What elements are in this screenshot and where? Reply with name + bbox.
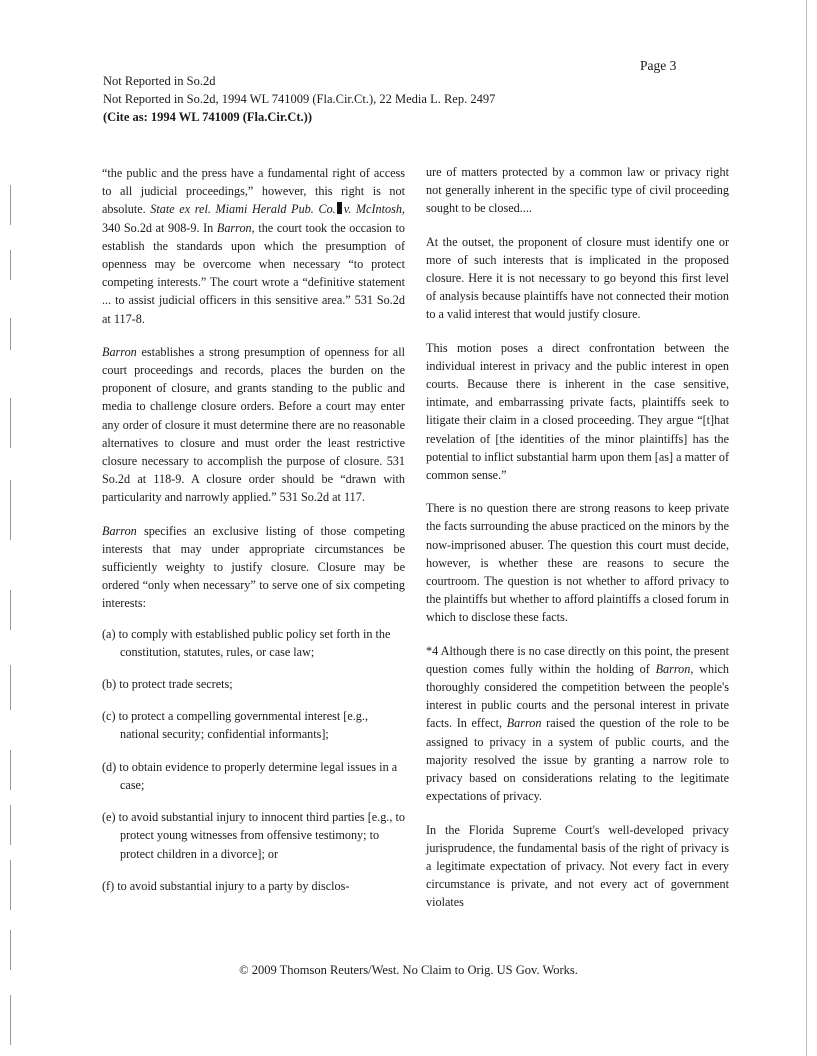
right-column xyxy=(426,163,729,912)
scan-mark xyxy=(10,185,11,225)
page-edge-line xyxy=(806,0,807,1056)
paragraph: In the Florida Supreme Court's well-developed privacy jurisprudence, the fundamental basis of the right of privacy is a legitimate expectation of privacy. Not every fact in every circumstance is private, and not every act of government violates xyxy=(426,822,729,910)
list-item: (a) to comply with established public policy set forth in the constitution, statutes, rules, or case law; xyxy=(102,626,391,659)
redaction-mark xyxy=(337,202,342,214)
paragraph: ure of matters protected by a common law or privacy right not generally inherent in the specific type of civil proceeding sought to be closed.... xyxy=(426,165,729,216)
citation-line: Not Reported in So.2d, 1994 WL 741009 (Fla.Cir.Ct.), 22 Media L. Rep. 2497 xyxy=(103,92,496,106)
scan-mark xyxy=(10,860,11,910)
citation-header xyxy=(103,72,495,126)
paragraph: *4 Although there is no case directly on this point, the present question comes fully within the holding of Barron, which thoroughly considered the competition between the people's interest in public courts and the personal interest in private facts. In effect, Barron raised the question of the role to be assigned to privacy in a system of public courts, and the majority resolved the issue by granting a narrow role to privacy based on considerations relating to the legitimate expectations of privacy. xyxy=(426,643,729,804)
list-item: (f) to avoid substantial injury to a party by disclos- xyxy=(102,878,350,893)
case-citation: State ex rel. Miami Herald Pub. Co. xyxy=(150,202,336,217)
paragraph: At the outset, the proponent of closure must identify one or more of such interests that is implicated in the proposed closure. Here it is not necessary to go beyond this first level of analysis because plaintiffs have not connected their motion to a valid interest that would justify closure. xyxy=(426,234,729,322)
list-item: (d) to obtain evidence to properly determine legal issues in a case; xyxy=(102,759,398,792)
scan-mark xyxy=(10,480,11,540)
paragraph: Barron establishes a strong presumption of openness for all court proceedings and records, places the burden on the proponent of closure, and grants standing to the public and media to challenge closure orders. Before a court may enter any order of closure it must determine there are no reasonable alternatives to closure and must order the least restrictive closure necessary to accomplish the purpose of closure. 531 So.2d at 118-9. A closure order should be “drawn with particularity and narrowly applied.” 531 So.2d at 117. xyxy=(102,344,405,505)
case-name: Barron xyxy=(506,716,542,731)
scan-mark xyxy=(10,398,11,448)
scan-mark xyxy=(10,665,11,710)
list-item: (e) to avoid substantial injury to innocent third parties [e.g., to protect young witnesses from offensive testimony; to protect children in a divorce]; or xyxy=(102,810,405,861)
reporter-line: Not Reported in So.2d xyxy=(103,74,216,88)
cite-as-line: (Cite as: 1994 WL 741009 (Fla.Cir.Ct.)) xyxy=(103,110,313,124)
paragraph: This motion poses a direct confrontation between the individual interest in privacy and the public interest in open courts. Because there is inherent in the case sensitive, intimate, and embarrassing private facts, plaintiffs seek to litigate their claim in a closed proceeding. They argue “[t]hat revelation of [the identities of the minor plaintiffs] has the potential to inflict substantial harm upon them [as] a matter of common sense.” xyxy=(426,340,729,483)
scan-mark xyxy=(10,318,11,350)
copyright-footer: © 2009 Thomson Reuters/West. No Claim to Orig. US Gov. Works. xyxy=(239,963,578,977)
paragraph: Barron specifies an exclusive listing of those competing interests that may under appropriate circumstances be sufficiently weighty to justify closure. Closure may be ordered “only when necessary” to serve one of six competing interests: xyxy=(102,523,405,611)
scan-mark xyxy=(10,750,11,790)
list-item: (c) to protect a compelling governmental interest [e.g., national security; confidential informants]; xyxy=(102,709,368,742)
scan-mark xyxy=(10,590,11,630)
scan-mark xyxy=(10,805,11,845)
case-name: Barron, xyxy=(655,661,694,676)
scan-mark xyxy=(10,995,11,1045)
case-citation: v. McIntosh, xyxy=(343,202,405,217)
case-name: Barron xyxy=(102,344,137,359)
paragraph: “the public and the press have a fundamental right of access to all judicial proceedings,” however, this right is not absolute. State ex rel. Miami Herald Pub. Co. v. McIntosh, 340 So.2d at 908-9. In Barron, the court took the occasion to establish the standards upon which the presumption of openness may be overcome when necessary “to protect competing interests.” The court wrote a “definitive statement ... to assist judicial officers in this sensitive area.” 531 So.2d at 117-8. xyxy=(102,166,405,326)
case-name: Barron xyxy=(102,523,137,538)
case-name: Barron, xyxy=(216,220,255,235)
list-item: (b) to protect trade secrets; xyxy=(102,677,233,692)
left-column xyxy=(102,164,405,909)
page-number: Page 3 xyxy=(640,58,677,73)
paragraph: There is no question there are strong reasons to keep private the facts surrounding the abuse practiced on the minors by the now-imprisoned abuser. The question this court must decide, however, is whether these are reasons to secure the courtroom. The question is not whether to afford privacy to the plaintiffs but whether to afford plaintiffs a closed forum in which to disclose these facts. xyxy=(426,501,729,625)
scan-mark xyxy=(10,250,11,280)
